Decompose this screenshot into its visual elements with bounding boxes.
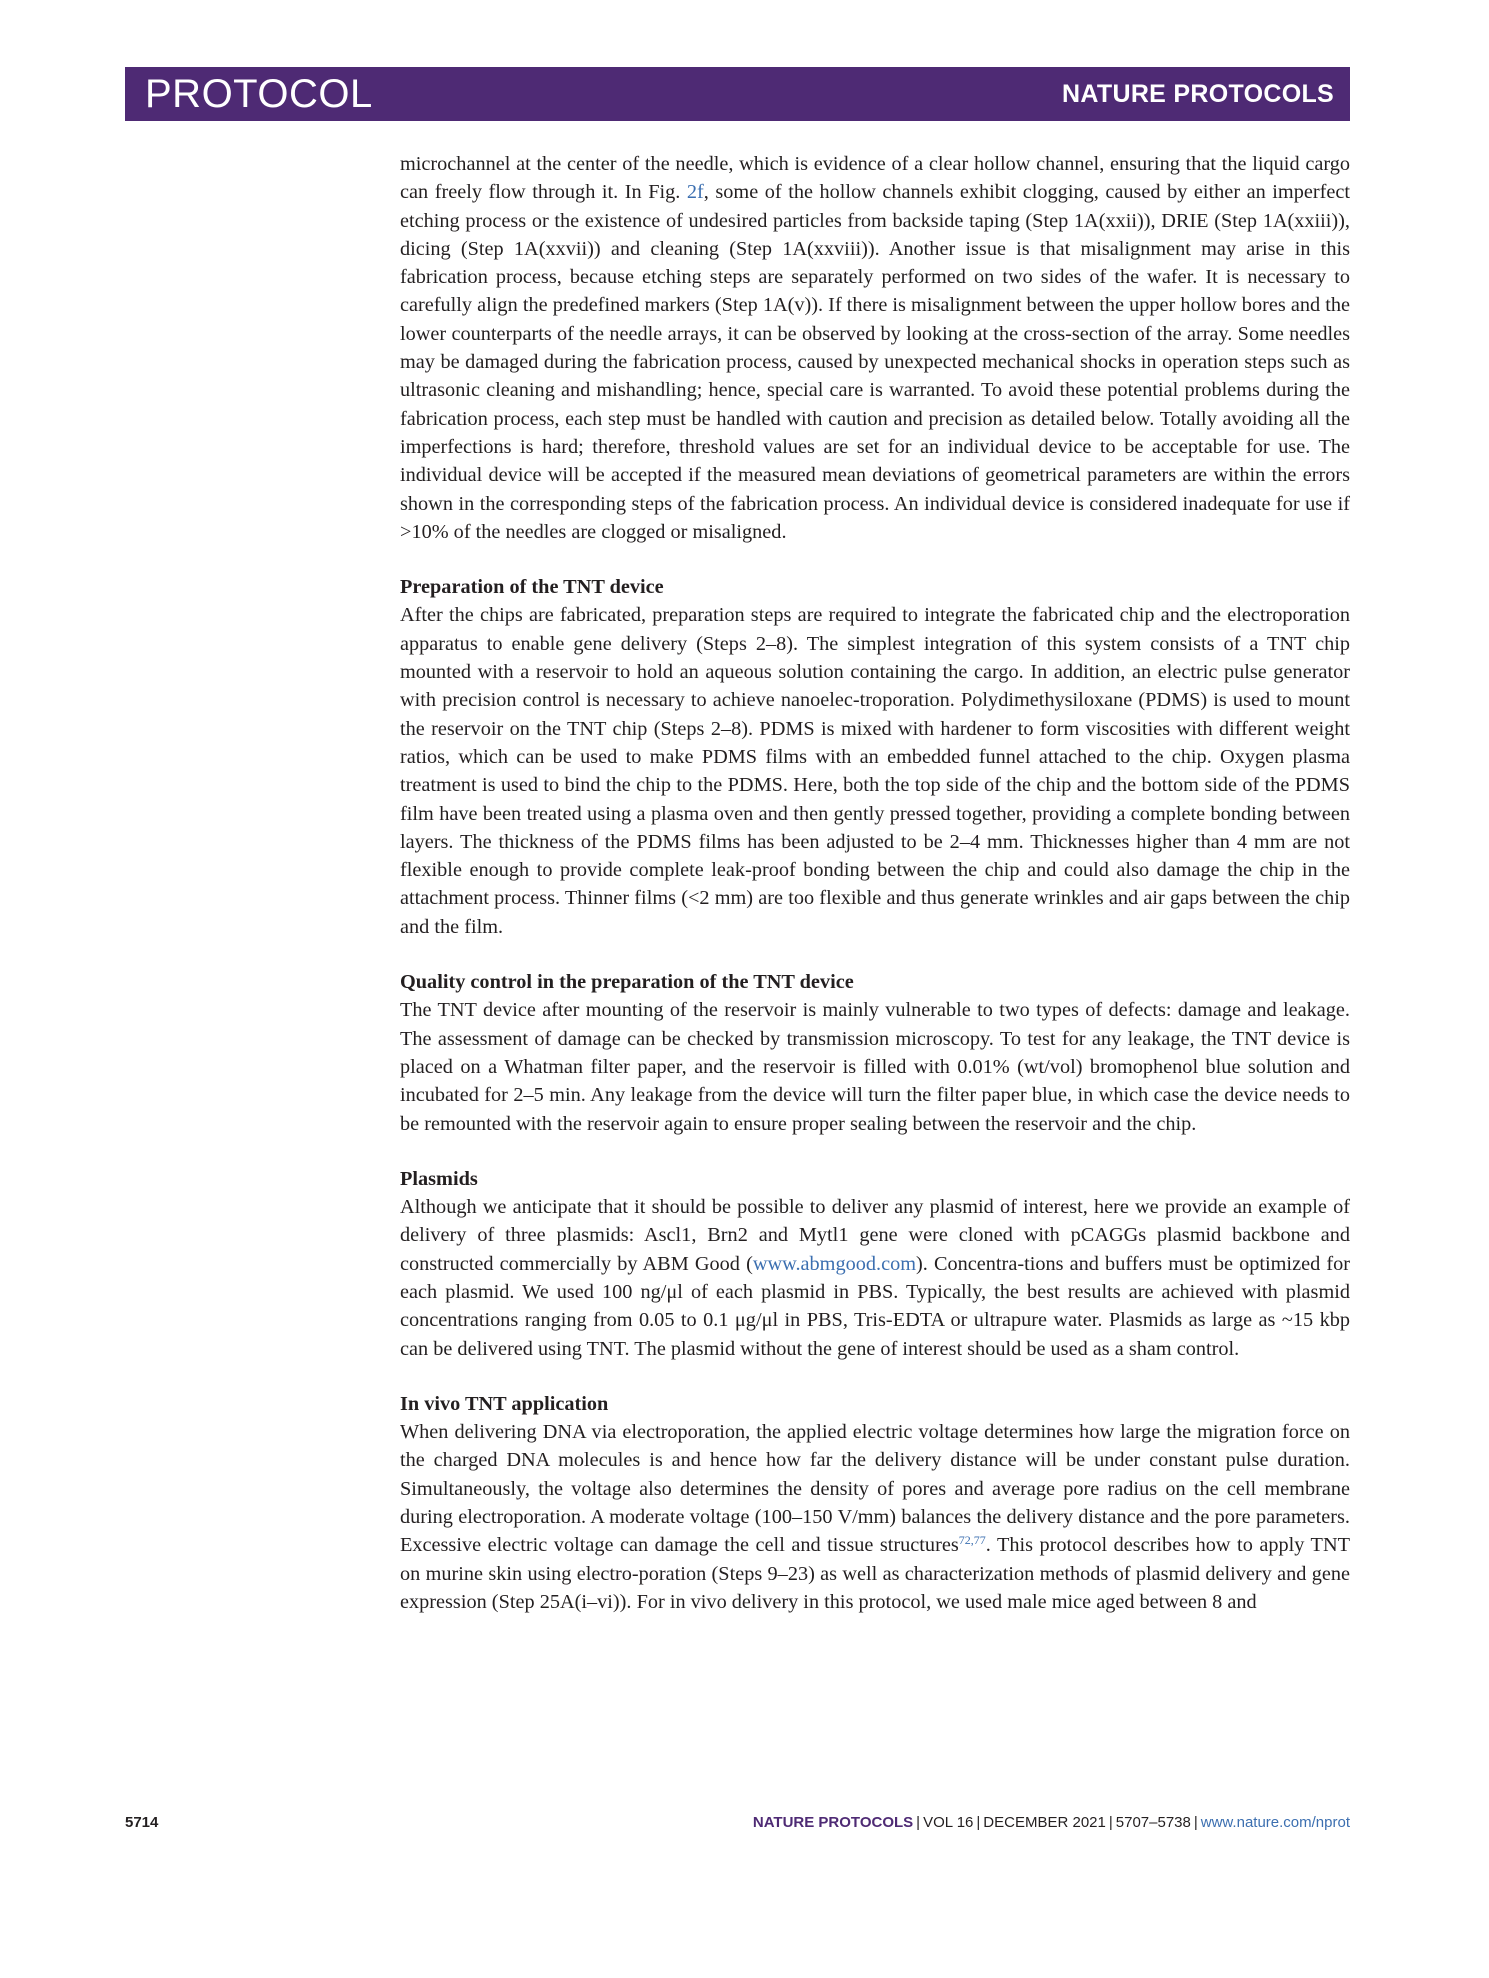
page-number: 5714 bbox=[125, 1814, 159, 1831]
article-body bbox=[400, 150, 1350, 1616]
footer-url[interactable]: www.nature.com/nprot bbox=[1200, 1814, 1350, 1831]
journal-label: NATURE PROTOCOLS bbox=[1062, 80, 1334, 108]
paragraph-fabrication-defects: microchannel at the center of the needle, which is evidence of a clear hollow channel, ensuring that the liquid cargo can freely flow through it. In Fig. 2f, some of the hollow channels exhibit clogging, caused by either an imperfect etching process or the existence of undesired particles from backside taping (Step 1A(xxii)), DRIE (Step 1A(xxiii)), dicing (Step 1A(xxvii)) and cleaning (Step 1A(xxviii)). Another issue is that misalignment may arise in this fabrication process, because etching steps are separately performed on two sides of the wafer. It is necessary to carefully align the predefined markers (Step 1A(v)). If there is misalignment between the upper hollow bores and the lower counterparts of the needle arrays, it can be observed by looking at the cross-section of the array. Some needles may be damaged during the fabrication process, caused by unexpected mechanical shocks in operation steps such as ultrasonic cleaning and mishandling; hence, special care is warranted. To avoid these potential problems during the fabrication process, each step must be handled with caution and precision as detailed below. Totally avoiding all the imperfections is hard; therefore, threshold values are set for an individual device to be acceptable for use. The individual device will be accepted if the measured mean deviations of geometrical parameters are within the errors shown in the corresponding steps of the fabrication process. An individual device is considered inadequate for use if >10% of the needles are clogged or misaligned. bbox=[400, 153, 1350, 543]
footer-pages: 5707–5738 bbox=[1115, 1814, 1191, 1831]
footer-volume: VOL 16 bbox=[923, 1814, 974, 1831]
paragraph-plasmids: Although we anticipate that it should be possible to deliver any plasmid of interest, here we provide an example of delivery of three plasmids: Ascl1, Brn2 and Mytl1 gene were cloned with pCAGGs plasmid backbone and constructed commercially by ABM Good (www.abmgood.com). Concentra-tions and buffers must be optimized for each plasmid. We used 100 ng/μl of each plasmid in PBS. Typically, the best results are achieved with plasmid concentrations ranging from 0.05 to 0.1 μg/μl in PBS, Tris-EDTA or ultrapure water. Plasmids as large as ~15 kbp can be delivered using TNT. The plasmid without the gene of interest should be used as a sham control. bbox=[400, 1196, 1350, 1360]
abmgood-link[interactable]: www.abmgood.com bbox=[752, 1252, 917, 1275]
figure-link[interactable]: 2f bbox=[686, 181, 704, 204]
header-banner bbox=[125, 67, 1350, 121]
footer-journal: NATURE PROTOCOLS bbox=[752, 1814, 914, 1831]
heading-plasmids: Plasmids bbox=[400, 1167, 478, 1190]
section-label: PROTOCOL bbox=[145, 72, 373, 116]
paragraph-preparation: After the chips are fabricated, preparation steps are required to integrate the fabricated chip and the electroporation apparatus to enable gene delivery (Steps 2–8). The simplest integration of this system consists of a TNT chip mounted with a reservoir to hold an aqueous solution containing the cargo. In addition, an electric pulse generator with precision control is necessary to achieve nanoelec-troporation. Polydimethysiloxane (PDMS) is used to mount the reservoir on the TNT chip (Steps 2–8). PDMS is mixed with hardener to form viscosities with different weight ratios, which can be used to make PDMS films with an embedded funnel attached to the chip. Oxygen plasma treatment is used to bind the chip to the PDMS. Here, both the top side of the chip and the bottom side of the PDMS film have been treated using a plasma oven and then gently pressed together, providing a complete bonding between layers. The thickness of the PDMS films has been adjusted to be 2–4 mm. Thicknesses higher than 4 mm are not flexible enough to provide complete leak-proof bonding between the chip and could also damage the chip in the attachment process. Thinner films (<2 mm) are too flexible and thus generate wrinkles and air gaps between the chip and the film. bbox=[400, 604, 1350, 938]
paragraph-in-vivo: When delivering DNA via electroporation, the applied electric voltage determines how large the migration force on the charged DNA molecules is and hence how far the delivery distance will be under constant pulse duration. Simultaneously, the voltage also determines the density of pores and average pore radius on the cell membrane during electroporation. A moderate voltage (100–150 V/mm) balances the delivery distance and the pore parameters. Excessive electric voltage can damage the cell and tissue structures$^{72,77}$. This protocol describes how to apply TNT on murine skin using electro-poration (Steps 9–23) as well as characterization methods of plasmid delivery and gene expression (Step 25A(i–vi)). For in vivo delivery in this protocol, we used male mice aged between 8 and bbox=[400, 1421, 1350, 1613]
footer-date: DECEMBER 2021 bbox=[983, 1814, 1106, 1831]
paragraph-quality-control: The TNT device after mounting of the reservoir is mainly vulnerable to two types of defects: damage and leakage. The assessment of damage can be checked by transmission microscopy. To test for any leakage, the TNT device is placed on a Whatman filter paper, and the reservoir is filled with 0.01% (wt/vol) bromophenol blue solution and incubated for 2–5 min. Any leakage from the device will turn the filter paper blue, in which case the device needs to be remounted with the reservoir again to ensure proper sealing between the reservoir and the chip. bbox=[400, 999, 1350, 1135]
heading-quality-control: Quality control in the preparation of the TNT device bbox=[400, 971, 854, 994]
reference-superscript[interactable]: 72,77 bbox=[958, 1533, 986, 1548]
heading-preparation: Preparation of the TNT device bbox=[400, 576, 664, 599]
footer-citation: NATURE PROTOCOLS | VOL 16 | DECEMBER 2021 | 5707–5738 | www.nature.com/nprot bbox=[752, 1814, 1350, 1831]
heading-in-vivo: In vivo TNT application bbox=[400, 1392, 609, 1415]
